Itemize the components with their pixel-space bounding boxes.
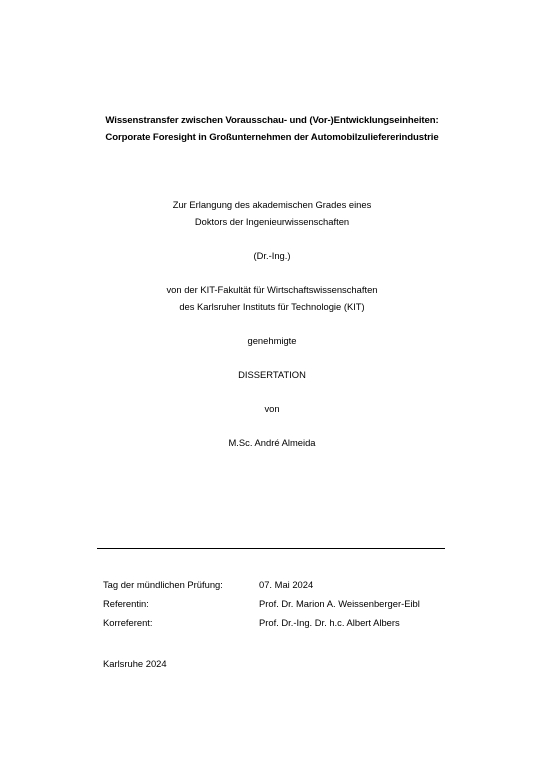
degree-line-1: Zur Erlangung des akademischen Grades eines xyxy=(172,199,372,210)
referee-label: Referentin: xyxy=(103,598,149,609)
degree-line-2: Doktors der Ingenieurwissenschaften xyxy=(194,216,350,227)
document-type: DISSERTATION xyxy=(238,369,306,380)
referee-value: Prof. Dr. Marion A. Weissenberger-Eibl xyxy=(259,598,420,609)
approved-text: genehmigte xyxy=(247,335,297,346)
place-and-year: Karlsruhe 2024 xyxy=(103,658,167,669)
faculty-line-1: von der KIT-Fakultät für Wirtschaftswissenschaften xyxy=(166,284,378,295)
co-referee-label: Korreferent: xyxy=(103,617,153,628)
author-name: M.Sc. André Almeida xyxy=(228,437,316,448)
exam-date-label: Tag der mündlichen Prüfung: xyxy=(103,579,223,590)
co-referee-value: Prof. Dr.-Ing. Dr. h.c. Albert Albers xyxy=(259,617,400,628)
exam-date-value: 07. Mai 2024 xyxy=(259,579,314,590)
faculty-line-2: des Karlsruher Instituts für Technologie (KIT) xyxy=(179,301,365,312)
by-text: von xyxy=(264,403,280,414)
separator-rule xyxy=(97,548,445,549)
title-line-1: Wissenstransfer zwischen Vorausschau- und (Vor-)Entwicklungseinheiten: xyxy=(105,115,439,126)
dissertation-title xyxy=(0,112,544,146)
degree-abbreviation: (Dr.-Ing.) xyxy=(253,250,291,261)
title-line-2: Corporate Foresight in Großunternehmen der Automobilzuliefererindustrie xyxy=(105,132,439,143)
